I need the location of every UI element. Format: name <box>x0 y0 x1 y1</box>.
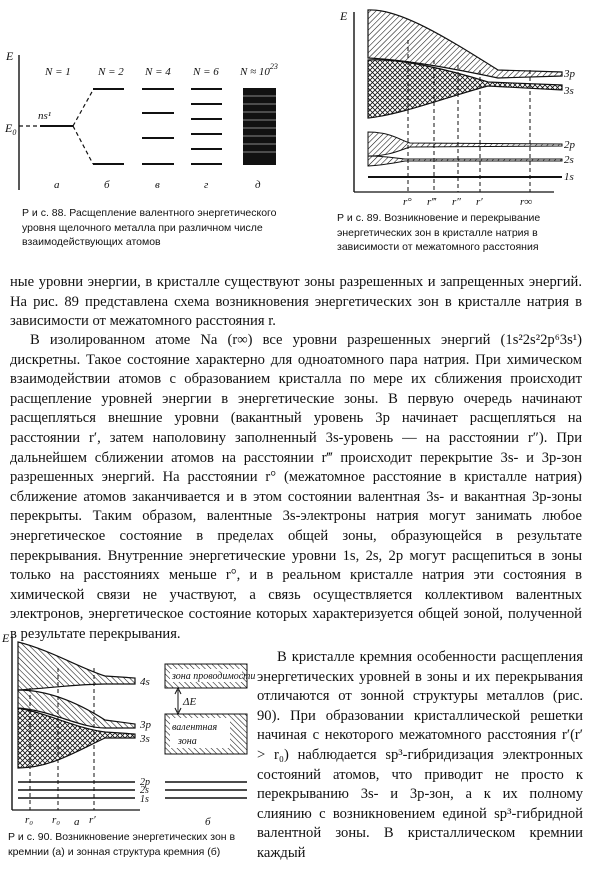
fig88-axis-e: E <box>6 49 14 63</box>
fig88-caption: Р и с. 88. Расщепление валентного энергетического уровня щелочного металла при различном числе взаимодействующих атомов <box>22 207 277 248</box>
fig89-rinf: r∞ <box>520 196 533 208</box>
fig90-label-2s: 2s <box>140 785 149 796</box>
paragraph-2: В изолированном атоме Na (r∞) все уровни разрешенных энергий (1s²2s²2p⁶3s¹) дискретны. Такое состояние характерно для одноатомного пара натрия. При химическом взаимодействии атомов с образованием кристалла по мере их сближения происходит расщепление уровней энергии в энергетические зоны. В первую очередь начинают расщепляться внешние уровни (вакантный уровень 3p начинает расщепляться на расстоянии r′, затем наполовину заполненный 3s-уровень — на расстоянии r″). При дальнейшем сближении атомов на расстоянии r‴ происходит перекрытие 3s- и 3p-зон разрешенных энергий. На расстоянии r° (межатомное расстояние в кристалле натрия) сближение атомов заканчивается и в этом состоянии валентная 3s- и вакантная 3p-зоны перекрыты. Таким образом, валентные 3s-электроны натрия могут занимать любое энергетическое состояние в пределах общей зоны, образующейся в результате перекрывания. Внутренние энергетические уровни 1s, 2s, 2p могут расщепиться в зоны только на расстояниях меньше r°, и в реальном кристалле натрия эти состояния в химической связи не участвуют, а связь осуществляется коллективом валентных электронов, энергетическое состояние которых характеризуется общей зоной, полученной в результате перекрывания. <box>10 332 582 642</box>
fig90-r-p: r₀ <box>25 814 34 826</box>
fig90-conduction-label: зона проводимости <box>172 671 255 682</box>
fig88-levels-n4 <box>142 89 174 164</box>
fig89-caption: Р и с. 89. Возникновение и перекрывание энергетических зон в кристалле натрия в зависимости от межатомного расстояния <box>337 212 541 253</box>
fig89-axis-e: E <box>340 9 348 23</box>
fig88-split-lower <box>73 126 93 164</box>
fig90-caption: Р и с. 90. Возникновение энергетических зон в кремнии (а) и зонная структура кремния (б) <box>8 831 236 858</box>
fig88-level-label: ns¹ <box>38 110 52 122</box>
fig90-label-3s: 3s <box>140 733 150 745</box>
fig90-label-1s: 1s <box>140 794 149 805</box>
fig90-inner-levels-b <box>165 782 247 798</box>
figure-88 <box>0 0 300 205</box>
fig89-label-1s: 1s <box>564 171 574 183</box>
fig88-panel-v: в <box>155 179 160 191</box>
paragraph-1: ные уровни энергии, в кристалле существуют зоны разрешенных и запрещенных энергий. На рис. 89 представлена схема возникновения энергетических зон в кристалле натрия в зависимости от межатомного расстояния r. <box>10 274 582 330</box>
figure-90 <box>0 628 255 828</box>
fig89-r1: r′ <box>476 196 483 208</box>
fig88-n-label-6: N = 6 <box>193 66 219 78</box>
figure-89 <box>330 0 590 210</box>
fig89-band-2s <box>368 156 562 166</box>
fig89-label-2s: 2s <box>564 154 574 166</box>
fig90-band-4s <box>18 642 135 690</box>
fig90-label-3p: 3p <box>140 719 151 731</box>
paragraph-3: В кристалле кремния особенности расщепления энергетических уровней в зоны и их перекрывания отличаются от зонной структуры металлов (рис. 90). При образовании кристаллической решетки начиная с некоторого межатомного расстояния r′(r′ > r₀) наблюдается sp³-гибридизация электронных состояний атомов, что приводит не просто к перекрыванию 3s- и 3p-зон, а к их полному слиянию с возникновением единой sp³-гибридной валентной зоны. В кристаллическом кремнии каждый <box>257 649 583 861</box>
fig89-band-2p <box>368 132 562 156</box>
fig88-panel-g: г <box>204 179 209 191</box>
fig88-n-label-1023: $N \approx 10^{23}$ <box>240 62 278 78</box>
fig90-valence-label-1: валентная <box>172 722 218 733</box>
fig89-label-2p: 2p <box>564 139 575 151</box>
fig89-r0: r° <box>403 196 412 208</box>
fig90-axis-e: E <box>2 631 10 645</box>
fig88-n-label-4: N = 4 <box>145 66 171 78</box>
fig90-r-0: r₀ <box>52 814 61 826</box>
fig88-n-label-1: N = 1 <box>45 66 71 78</box>
fig90-delta-e: ΔE <box>183 696 197 708</box>
fig89-label-3s: 3s <box>564 85 574 97</box>
fig90-label-4s: 4s <box>140 676 150 688</box>
fig89-r2: r″ <box>452 196 461 208</box>
fig90-r-prime: r′ <box>89 814 96 826</box>
fig90-panel-b: б <box>205 816 211 828</box>
fig88-levels-n6 <box>191 89 222 164</box>
fig88-panel-d: д <box>255 179 261 191</box>
fig89-label-3p: 3p <box>564 68 575 80</box>
fig88-axis-e0: $E_0$ <box>5 121 17 137</box>
main-text-full <box>10 273 582 645</box>
fig90-valence-label-2: зона <box>178 736 197 747</box>
fig89-r3: r‴ <box>427 196 436 208</box>
fig88-split-upper <box>73 90 93 126</box>
fig88-n-label-2: N = 2 <box>98 66 124 78</box>
fig90-label-2p: 2p <box>140 777 150 788</box>
fig88-panel-b: б <box>104 179 110 191</box>
fig88-band-n1023 <box>243 88 276 165</box>
main-text-narrow <box>257 648 583 880</box>
fig88-panel-a: a <box>54 179 60 191</box>
fig90-panel-a: a <box>74 816 80 828</box>
